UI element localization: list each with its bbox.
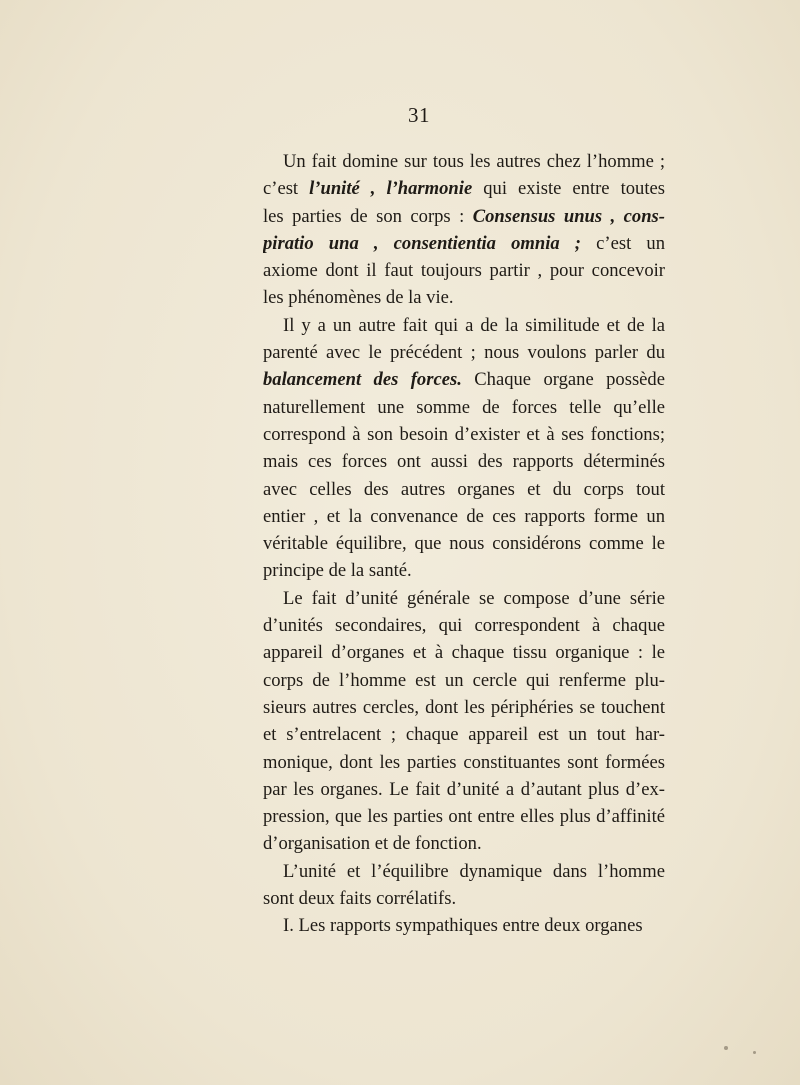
text-line (263, 421, 665, 448)
text-line (263, 612, 665, 639)
text-run: mais ces forces ont aussi des rapports déterminés (263, 451, 665, 473)
text-line (263, 667, 665, 694)
text-line (263, 257, 665, 284)
text-line (263, 448, 665, 475)
text-line (263, 885, 665, 912)
text-run: et s’entrelacent ; chaque appareil est un tout har- (263, 724, 665, 746)
text-run: principe de la santé. (263, 560, 412, 582)
text-run: axiome dont il faut toujours partir , pour concevoir (263, 260, 665, 282)
text-line (263, 721, 665, 748)
text-line (263, 366, 665, 393)
text-line (263, 394, 665, 421)
italic-phrase: balancement des forces. (263, 369, 462, 391)
text-line (263, 175, 665, 202)
text-line (263, 830, 665, 857)
paper-speck (724, 1046, 728, 1050)
text-line (263, 339, 665, 366)
text-run: corps de l’homme est un cercle qui renferme plu- (263, 669, 665, 691)
text-line (263, 776, 665, 803)
text-run: c’est (263, 178, 310, 200)
text-run: entier , et la convenance de ces rapports forme un (263, 505, 665, 527)
page-number: 31 (408, 103, 430, 127)
text-run: L’unité et l’équilibre dynamique dans l’homme (283, 860, 665, 882)
text-run: sont deux faits corrélatifs. (263, 888, 457, 910)
italic-phrase: l’unité , l’harmonie (309, 178, 473, 200)
text-line (263, 476, 665, 503)
text-run: Il y a un autre fait qui a de la similitude et de la (283, 314, 665, 336)
text-run: sieurs autres cercles, dont les périphéries se touchent (263, 696, 665, 718)
body-text (263, 148, 665, 940)
text-line (263, 530, 665, 557)
text-line (263, 749, 665, 776)
text-line (263, 557, 665, 584)
text-line (263, 858, 665, 885)
text-run: pression, que les parties ont entre elles plus d’affinité (263, 806, 665, 828)
text-run: les parties de son corps : (263, 205, 473, 227)
italic-phrase: Consensus unus , cons- (472, 205, 665, 227)
text-run: appareil d’organes et à chaque tissu organique : le (263, 642, 665, 664)
text-run: correspond à son besoin d’exister et à ses fonctions; (263, 423, 665, 445)
text-run: par les organes. Le fait d’unité a d’autant plus d’ex- (263, 778, 665, 800)
text-line (263, 284, 665, 311)
text-line (263, 912, 665, 939)
text-run: Un fait domine sur tous les autres chez l’homme ; (283, 151, 665, 172)
text-run: d’organisation et de fonction. (263, 833, 482, 855)
text-run: naturellement une somme de forces telle qu’elle (263, 396, 665, 418)
text-run: d’unités secondaires, qui correspondent à chaque (263, 615, 665, 637)
text-run: monique, dont les parties constituantes sont formées (263, 751, 665, 773)
text-line (263, 312, 665, 339)
text-run: I. Les rapports sympathiques entre deux organes (283, 915, 643, 937)
text-line (263, 230, 665, 257)
text-run: qui existe entre toutes (472, 178, 665, 200)
paper-speck (753, 1051, 756, 1054)
text-line (263, 585, 665, 612)
text-line (263, 148, 665, 175)
text-line (263, 203, 665, 230)
italic-phrase: piratio una , consentientia omnia ; (263, 232, 582, 254)
text-line (263, 503, 665, 530)
text-run: Chaque organe possède (461, 369, 665, 391)
text-run: avec celles des autres organes et du corps tout (263, 478, 665, 500)
text-run: c’est un (581, 232, 665, 254)
text-line (263, 803, 665, 830)
text-run: parenté avec le précédent ; nous voulons parler du (263, 342, 665, 364)
text-line (263, 639, 665, 666)
text-line (263, 694, 665, 721)
text-run: véritable équilibre, que nous considérons comme le (263, 533, 665, 555)
text-run: les phénomènes de la vie. (263, 287, 454, 309)
text-run: Le fait d’unité générale se compose d’une série (283, 587, 665, 609)
